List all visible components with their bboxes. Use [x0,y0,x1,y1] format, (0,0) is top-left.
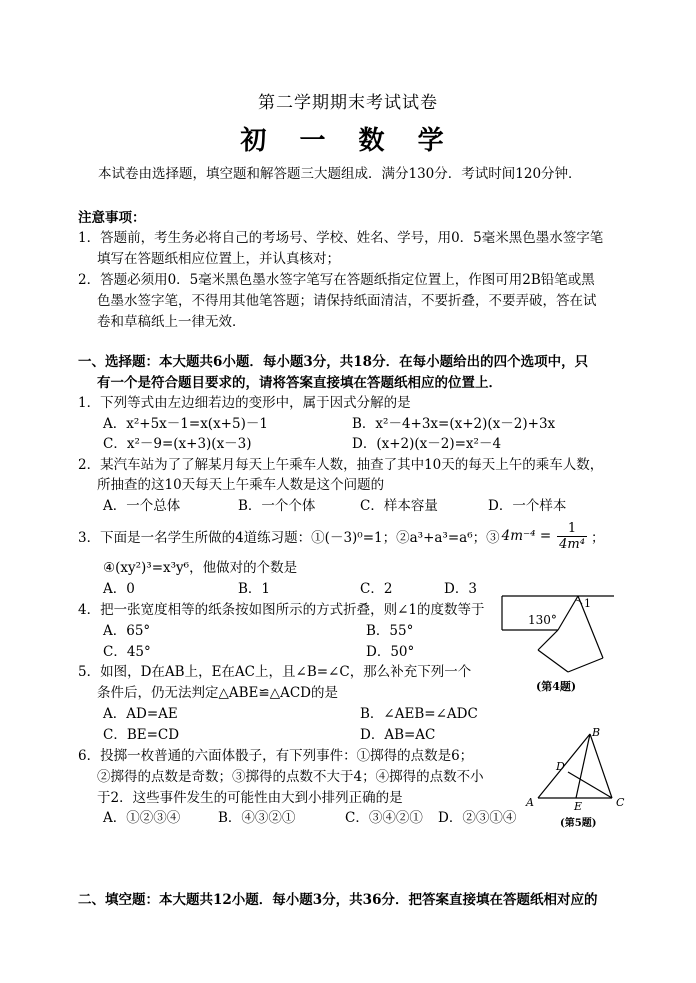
q3-option-b: B．1 [238,581,271,597]
section1-heading: 一、选择题：本大题共6小题．每小题3分，共18分．在每小题给出的四个选项中，只 [78,354,589,370]
q5-figure-label-d: D [556,760,565,773]
notice-item-2: 2．答题必须用0．5毫米黑色墨水签字笔写在答题纸指定位置上，作图可用2B铅笔或黑 [78,272,595,288]
q5-option-b: B．∠AEB=∠ADC [360,706,478,722]
q4-option-d: D．50° [366,644,415,660]
q2-option-c: C．样本容量 [360,498,438,514]
q2-option-d: D．一个样本 [488,498,567,514]
q3-option-c: C．2 [360,581,393,597]
notice-item-1: 1．答题前，考生务必将自己的考场号、学校、姓名、学号，用0．5毫米黑色墨水签字笔 [78,230,604,246]
notice-item-1-cont: 填写在答题纸相应位置上，并认真核对； [97,251,340,267]
q2-option-a: A．一个总体 [103,498,181,514]
q3-option-a: A．0 [103,581,135,597]
q4-figure-angle-mark: 1 [584,597,591,610]
q4-figure [498,590,618,700]
q5-option-c: C．BE=CD [103,727,180,743]
q1-option-d: D．(x+2)(x－2)=x²－4 [352,436,502,452]
notice-heading: 注意事项： [78,210,146,226]
q5-figure-label-b: B [592,726,601,739]
exam-intro: 本试卷由选择题，填空题和解答题三大题组成．满分130分．考试时间120分钟． [98,166,582,182]
q6-option-a: A．①②③④ [103,810,181,826]
q4-stem: 4．把一张宽度相等的纸条按如图所示的方式折叠，则∠1的度数等于 [78,602,485,618]
q2-option-b: B．一个个体 [238,498,316,514]
q6-option-c: C．③④②① [345,810,423,826]
q5-figure-label-e: E [574,800,583,813]
q5-option-a: A．AD=AE [103,706,178,722]
q5-figure-label-a: A [526,796,534,809]
q6-option-d: D．②③①④ [438,810,517,826]
q3-fraction-denominator: 4m⁴ [559,536,585,552]
q6-stem-cont2: 于2．这些事件发生的可能性由大到小排列正确的是 [97,790,403,806]
q5-stem-cont: 条件后，仍无法判定△ABE≌△ACD的是 [97,685,339,701]
q1-stem: 1．下列等式由左边细若边的变形中，属于因式分解的是 [78,395,411,411]
section1-heading-cont: 有一个是符合题目要求的，请将答案直接填在答题纸相应的位置上． [97,375,502,391]
q5-stem: 5．如图，D在AB上，E在AC上，且∠B=∠C，那么补充下列一个 [78,664,472,680]
section2-heading: 二、填空题：本大题共12小题．每小题3分，共36分．把答案直接填在答题纸相对应的 [78,892,598,908]
q6-option-b: B．④③②① [218,810,296,826]
q4-option-c: C．45° [103,644,151,660]
q3-expression: 4m⁻⁴ = [501,528,552,544]
q3-option-d: D．3 [444,581,477,597]
q4-figure-caption: (第4题) [536,680,577,693]
q2-stem-cont: 所抽查的这10天每天上午乘车人数是这个问题的 [97,477,385,493]
q3-stem-cont: ④(xy²)³=x³y⁶，他做对的个数是 [103,560,298,576]
q3-stem [78,519,604,553]
q1-option-c: C．x²－9=(x+3)(x－3) [103,436,252,452]
q3-fraction [557,521,587,552]
q3-stem-text: 3．下面是一名学生所做的4道练习题：①(－3)⁰=1；②a³+a³=a⁶；③ [78,530,500,546]
q1-option-a: A．x²+5x－1=x(x+5)－1 [103,416,268,432]
q1-option-b: B．x²－4+3x=(x+2)(x－2)+3x [352,416,556,432]
notice-item-2-cont1: 色墨水签字笔，不得用其他笔答题；请保持纸面清洁，不要折叠，不要弄破，答在试 [97,293,597,309]
exam-header: 第二学期期末考试试卷 [258,93,438,113]
q5-figure-caption: (第5题) [560,818,597,829]
q4-option-b: B．55° [366,623,414,639]
q3-fraction-numerator: 1 [557,521,587,537]
q4-option-a: A．65° [103,623,151,639]
q4-figure-angle-label: 130° [528,613,557,627]
q6-stem: 6．投掷一枚普通的六面体骰子，有下列事件：①掷得的点数是6； [78,748,474,764]
q5-figure-label-c: C [616,796,625,809]
notice-item-2-cont2: 卷和草稿纸上一律无效． [97,314,246,330]
q5-figure [520,726,630,834]
q5-option-d: D．AB=AC [360,727,436,743]
exam-title: 初 一 数 学 [240,126,456,156]
q3-stem-end: ； [590,530,605,546]
q2-stem: 2．某汽车站为了了解某月每天上午乘车人数，抽查了其中10天的每天上午的乘车人数， [78,457,604,473]
q6-stem-cont1: ②掷得的点数是奇数；③掷得的点数不大于4；④掷得的点数不小 [97,769,484,785]
